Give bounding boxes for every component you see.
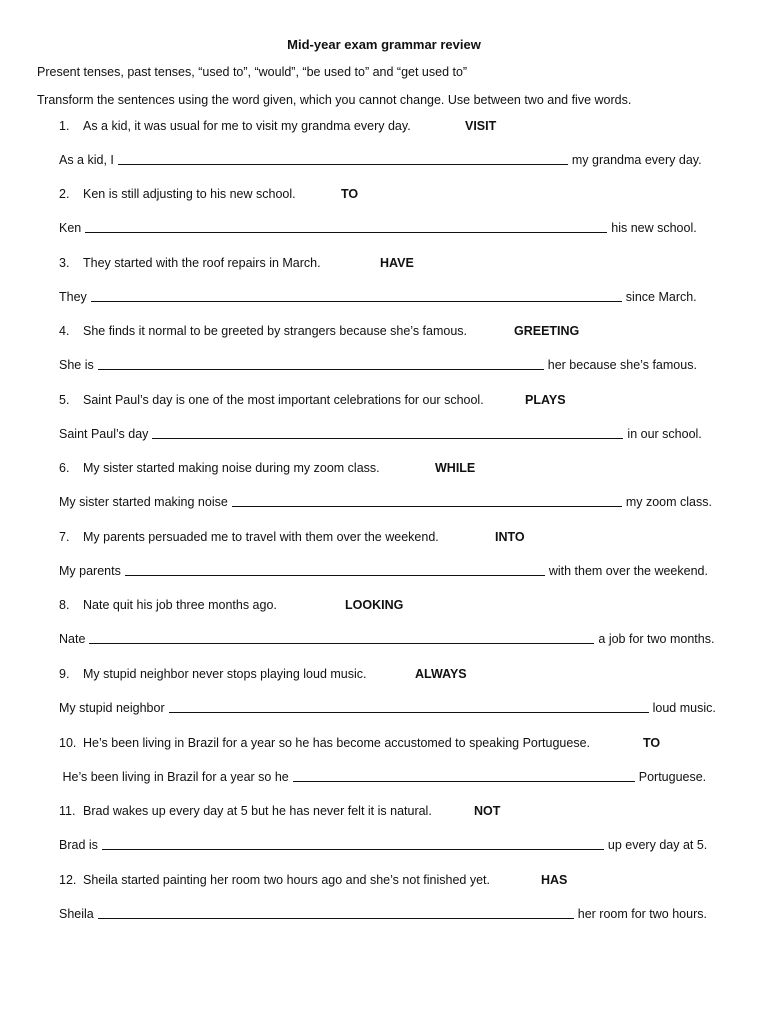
key-word: VISIT <box>465 119 497 133</box>
answer-start: My parents <box>59 564 121 578</box>
question-4 <box>59 324 580 338</box>
answer-start: He’s been living in Brazil for a year so he <box>59 770 289 784</box>
question-sentence: Brad wakes up every day at 5 but he has never felt it is natural. <box>83 804 432 818</box>
answer-start: Sheila <box>59 907 94 921</box>
question-sentence: My parents persuaded me to travel with them over the weekend. <box>83 530 439 544</box>
answer-blank[interactable] <box>125 565 545 576</box>
question-number: 12. <box>59 873 77 887</box>
answer-line-5 <box>59 427 702 441</box>
topics-line: Present tenses, past tenses, “used to”, “would”, “be used to” and “get used to” <box>37 65 468 79</box>
answer-end: my zoom class. <box>625 495 712 509</box>
question-11 <box>59 804 501 818</box>
answer-end: with them over the weekend. <box>548 564 708 578</box>
answer-line-6 <box>59 495 712 509</box>
question-number: 11. <box>59 804 76 818</box>
question-sentence: He’s been living in Brazil for a year so he has become accustomed to speaking Portuguese. <box>83 736 591 750</box>
answer-blank[interactable] <box>85 222 607 233</box>
question-sentence: Ken is still adjusting to his new school. <box>83 187 296 201</box>
answer-line-2 <box>59 221 697 235</box>
answer-end: Portuguese. <box>638 770 707 784</box>
answer-blank[interactable] <box>89 633 594 644</box>
question-sentence: She finds it normal to be greeted by strangers because she’s famous. <box>83 324 468 338</box>
key-word: ALWAYS <box>415 667 467 681</box>
answer-end: her because she’s famous. <box>547 358 697 372</box>
key-word: HAS <box>541 873 568 887</box>
answer-end: in our school. <box>627 427 702 441</box>
answer-line-3 <box>59 290 697 304</box>
answer-start: As a kid, I <box>59 153 114 167</box>
question-number: 5. <box>59 393 70 407</box>
key-word: WHILE <box>435 461 476 475</box>
question-12 <box>59 873 568 887</box>
answer-blank[interactable] <box>152 428 623 439</box>
answer-start: They <box>59 290 87 304</box>
instructions: Transform the sentences using the word given, which you cannot change. Use between two and five words. <box>37 93 632 107</box>
answer-end: his new school. <box>611 221 697 235</box>
answer-start: Ken <box>59 221 82 235</box>
question-sentence: My stupid neighbor never stops playing loud music. <box>83 667 367 681</box>
answer-start: Saint Paul’s day <box>59 427 149 441</box>
question-2 <box>59 187 359 201</box>
answer-end: her room for two hours. <box>577 907 707 921</box>
question-number: 7. <box>59 530 70 544</box>
key-word: LOOKING <box>345 598 404 612</box>
key-word: INTO <box>495 530 525 544</box>
answer-blank[interactable] <box>102 839 604 850</box>
question-number: 2. <box>59 187 70 201</box>
question-number: 6. <box>59 461 70 475</box>
answer-end: my grandma every day. <box>571 153 702 167</box>
answer-end: loud music. <box>652 701 716 715</box>
answer-start: She is <box>59 358 94 372</box>
answer-blank[interactable] <box>91 291 622 302</box>
question-sentence: Nate quit his job three months ago. <box>83 598 277 612</box>
answer-line-11 <box>59 838 707 852</box>
answer-blank[interactable] <box>118 154 568 165</box>
question-number: 4. <box>59 324 70 338</box>
key-word: GREETING <box>514 324 580 338</box>
key-word: TO <box>643 736 661 750</box>
question-6 <box>59 461 476 475</box>
answer-start: Nate <box>59 632 86 646</box>
question-5 <box>59 393 566 407</box>
answer-line-10 <box>59 770 706 784</box>
question-number: 8. <box>59 598 70 612</box>
question-9 <box>59 667 467 681</box>
key-word: TO <box>341 187 359 201</box>
question-10 <box>59 736 661 750</box>
question-number: 10. <box>59 736 77 750</box>
answer-line-12 <box>59 907 707 921</box>
question-number: 9. <box>59 667 70 681</box>
answer-line-8 <box>59 632 714 646</box>
answer-end: a job for two months. <box>598 632 715 646</box>
answer-end: up every day at 5. <box>607 838 708 852</box>
answer-blank[interactable] <box>98 908 574 919</box>
answer-blank[interactable] <box>98 359 544 370</box>
answer-blank[interactable] <box>232 496 622 507</box>
question-number: 3. <box>59 256 70 270</box>
answer-blank[interactable] <box>293 771 635 782</box>
answer-start: My sister started making noise <box>59 495 228 509</box>
question-8 <box>59 598 404 612</box>
question-sentence: Saint Paul’s day is one of the most important celebrations for our school. <box>83 393 484 407</box>
answer-end: since March. <box>625 290 697 304</box>
key-word: PLAYS <box>525 393 566 407</box>
key-word: HAVE <box>380 256 414 270</box>
question-sentence: Sheila started painting her room two hours ago and she’s not finished yet. <box>83 873 490 887</box>
answer-start: My stupid neighbor <box>59 701 165 715</box>
answer-line-7 <box>59 564 708 578</box>
question-number: 1. <box>59 119 70 133</box>
answer-line-1 <box>59 153 702 167</box>
question-sentence: My sister started making noise during my zoom class. <box>83 461 380 475</box>
key-word: NOT <box>474 804 501 818</box>
answer-line-9 <box>59 701 716 715</box>
question-3 <box>59 256 414 270</box>
question-sentence: They started with the roof repairs in March. <box>83 256 321 270</box>
question-7 <box>59 530 525 544</box>
answer-line-4 <box>59 358 697 372</box>
question-sentence: As a kid, it was usual for me to visit my grandma every day. <box>83 119 411 133</box>
answer-start: Brad is <box>59 838 98 852</box>
answer-blank[interactable] <box>169 702 649 713</box>
question-1 <box>59 119 497 133</box>
page-title: Mid-year exam grammar review <box>287 37 481 52</box>
